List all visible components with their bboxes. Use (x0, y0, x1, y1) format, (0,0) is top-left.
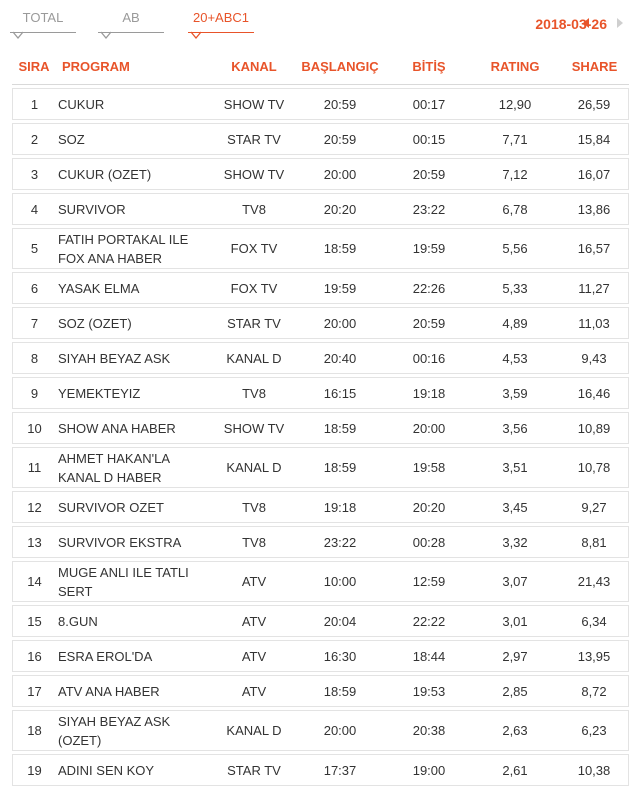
cell-share: 16,07 (560, 158, 629, 190)
cell-bitis: 20:59 (388, 307, 470, 339)
table-row (12, 377, 629, 409)
cell-share: 9,27 (560, 491, 629, 523)
cell-bitis: 00:17 (388, 88, 470, 120)
cell-sira: 18 (12, 710, 56, 751)
cell-kanal: TV8 (216, 526, 292, 558)
cell-share: 8,81 (560, 526, 629, 558)
cell-rating: 3,45 (470, 491, 560, 523)
header-kanal: KANAL (216, 48, 292, 85)
caret-down-icon (12, 31, 24, 39)
cell-share: 10,89 (560, 412, 629, 444)
cell-kanal: ATV (216, 561, 292, 602)
cell-share: 11,27 (560, 272, 629, 304)
cell-program: SHOW ANA HABER (56, 412, 216, 444)
cell-rating: 6,78 (470, 193, 560, 225)
tab-total-label: TOTAL (22, 10, 64, 25)
cell-rating: 3,32 (470, 526, 560, 558)
table-row (12, 228, 629, 269)
cell-rating: 2,61 (470, 754, 560, 786)
cell-sira: 12 (12, 491, 56, 523)
cell-baslangic: 20:20 (292, 193, 388, 225)
cell-kanal: KANAL D (216, 342, 292, 374)
cell-kanal: TV8 (216, 377, 292, 409)
cell-baslangic: 20:59 (292, 123, 388, 155)
cell-share: 21,43 (560, 561, 629, 602)
cell-baslangic: 20:04 (292, 605, 388, 637)
table-row (12, 447, 629, 488)
cell-rating: 3,56 (470, 412, 560, 444)
cell-rating: 7,12 (470, 158, 560, 190)
cell-program: SURVIVOR (56, 193, 216, 225)
cell-kanal: TV8 (216, 491, 292, 523)
cell-program: ATV ANA HABER (56, 675, 216, 707)
cell-rating: 5,33 (470, 272, 560, 304)
cell-kanal: SHOW TV (216, 412, 292, 444)
cell-program: SURVIVOR EKSTRA (56, 526, 216, 558)
cell-bitis: 22:26 (388, 272, 470, 304)
cell-share: 6,23 (560, 710, 629, 751)
cell-sira: 16 (12, 640, 56, 672)
cell-bitis: 23:22 (388, 193, 470, 225)
cell-kanal: STAR TV (216, 123, 292, 155)
cell-bitis: 22:22 (388, 605, 470, 637)
header-program: PROGRAM (56, 48, 216, 85)
cell-bitis: 00:16 (388, 342, 470, 374)
cell-bitis: 20:59 (388, 158, 470, 190)
cell-bitis: 20:20 (388, 491, 470, 523)
table-row (12, 88, 629, 120)
tab-total[interactable] (10, 10, 76, 33)
cell-baslangic: 23:22 (292, 526, 388, 558)
table-row (12, 710, 629, 751)
table-row (12, 123, 629, 155)
cell-program: SOZ (OZET) (56, 307, 216, 339)
table-header-row (12, 48, 629, 85)
cell-program: YASAK ELMA (56, 272, 216, 304)
cell-bitis: 18:44 (388, 640, 470, 672)
cell-program: SIYAH BEYAZ ASK (56, 342, 216, 374)
cell-sira: 4 (12, 193, 56, 225)
table-row (12, 272, 629, 304)
cell-bitis: 19:18 (388, 377, 470, 409)
cell-sira: 11 (12, 447, 56, 488)
cell-rating: 7,71 (470, 123, 560, 155)
cell-kanal: KANAL D (216, 447, 292, 488)
cell-rating: 12,90 (470, 88, 560, 120)
cell-baslangic: 20:00 (292, 710, 388, 751)
cell-sira: 14 (12, 561, 56, 602)
cell-share: 10,38 (560, 754, 629, 786)
cell-program: SURVIVOR OZET (56, 491, 216, 523)
cell-baslangic: 16:15 (292, 377, 388, 409)
header-share: SHARE (560, 48, 629, 85)
table-row (12, 158, 629, 190)
cell-program: 8.GUN (56, 605, 216, 637)
cell-kanal: STAR TV (216, 307, 292, 339)
table-row (12, 754, 629, 786)
cell-program: ADINI SEN KOY (56, 754, 216, 786)
cell-share: 11,03 (560, 307, 629, 339)
table-row (12, 561, 629, 602)
cell-program: YEMEKTEYIZ (56, 377, 216, 409)
cell-sira: 9 (12, 377, 56, 409)
table-row (12, 526, 629, 558)
cell-baslangic: 18:59 (292, 228, 388, 269)
tab-ab[interactable] (98, 10, 164, 33)
cell-share: 10,78 (560, 447, 629, 488)
ratings-table (12, 48, 629, 786)
cell-sira: 17 (12, 675, 56, 707)
cell-sira: 2 (12, 123, 56, 155)
cell-kanal: ATV (216, 640, 292, 672)
tab-20-abc1-label: 20+ABC1 (192, 10, 249, 25)
cell-sira: 19 (12, 754, 56, 786)
table-body (12, 85, 629, 786)
cell-baslangic: 16:30 (292, 640, 388, 672)
cell-rating: 4,53 (470, 342, 560, 374)
current-date: 2018-03-26 (535, 16, 607, 32)
cell-program: FATIH PORTAKAL ILE FOX ANA HABER (56, 228, 216, 269)
cell-sira: 15 (12, 605, 56, 637)
cell-kanal: SHOW TV (216, 158, 292, 190)
cell-rating: 3,01 (470, 605, 560, 637)
cell-share: 26,59 (560, 88, 629, 120)
next-date-arrow-icon[interactable] (617, 18, 623, 28)
cell-program: AHMET HAKAN'LA KANAL D HABER (56, 447, 216, 488)
cell-baslangic: 20:59 (292, 88, 388, 120)
cell-rating: 4,89 (470, 307, 560, 339)
cell-bitis: 19:58 (388, 447, 470, 488)
cell-program: SOZ (56, 123, 216, 155)
table-row (12, 675, 629, 707)
cell-sira: 6 (12, 272, 56, 304)
cell-rating: 3,51 (470, 447, 560, 488)
cell-share: 16,57 (560, 228, 629, 269)
caret-down-icon (100, 31, 112, 39)
cell-share: 15,84 (560, 123, 629, 155)
table-row (12, 193, 629, 225)
cell-baslangic: 20:00 (292, 158, 388, 190)
cell-baslangic: 19:18 (292, 491, 388, 523)
cell-kanal: KANAL D (216, 710, 292, 751)
cell-bitis: 19:00 (388, 754, 470, 786)
cell-rating: 2,63 (470, 710, 560, 751)
cell-kanal: TV8 (216, 193, 292, 225)
cell-baslangic: 20:00 (292, 307, 388, 339)
cell-sira: 1 (12, 88, 56, 120)
cell-sira: 3 (12, 158, 56, 190)
cell-baslangic: 10:00 (292, 561, 388, 602)
cell-program: ESRA EROL'DA (56, 640, 216, 672)
cell-kanal: ATV (216, 675, 292, 707)
cell-sira: 13 (12, 526, 56, 558)
cell-sira: 5 (12, 228, 56, 269)
cell-kanal: FOX TV (216, 228, 292, 269)
table-row (12, 605, 629, 637)
caret-down-icon (190, 31, 202, 39)
cell-bitis: 00:28 (388, 526, 470, 558)
table-row (12, 491, 629, 523)
table-row (12, 412, 629, 444)
cell-baslangic: 18:59 (292, 675, 388, 707)
cell-kanal: ATV (216, 605, 292, 637)
tab-ab-label: AB (122, 10, 140, 25)
cell-program: CUKUR (56, 88, 216, 120)
header-rating: RATING (470, 48, 560, 85)
cell-kanal: SHOW TV (216, 88, 292, 120)
cell-share: 16,46 (560, 377, 629, 409)
cell-rating: 2,85 (470, 675, 560, 707)
cell-bitis: 00:15 (388, 123, 470, 155)
cell-rating: 3,59 (470, 377, 560, 409)
cell-kanal: STAR TV (216, 754, 292, 786)
cell-bitis: 20:00 (388, 412, 470, 444)
cell-baslangic: 18:59 (292, 447, 388, 488)
cell-sira: 8 (12, 342, 56, 374)
cell-sira: 7 (12, 307, 56, 339)
cell-program: SIYAH BEYAZ ASK (OZET) (56, 710, 216, 751)
table-row (12, 307, 629, 339)
cell-rating: 2,97 (470, 640, 560, 672)
cell-rating: 5,56 (470, 228, 560, 269)
cell-share: 8,72 (560, 675, 629, 707)
cell-bitis: 20:38 (388, 710, 470, 751)
cell-share: 6,34 (560, 605, 629, 637)
cell-baslangic: 19:59 (292, 272, 388, 304)
cell-share: 9,43 (560, 342, 629, 374)
cell-sira: 10 (12, 412, 56, 444)
header-baslangic: BAŞLANGIÇ (292, 48, 388, 85)
cell-rating: 3,07 (470, 561, 560, 602)
cell-share: 13,86 (560, 193, 629, 225)
top-bar (0, 0, 637, 46)
cell-program: CUKUR (OZET) (56, 158, 216, 190)
cell-bitis: 19:59 (388, 228, 470, 269)
cell-baslangic: 18:59 (292, 412, 388, 444)
tab-20-abc1[interactable] (188, 10, 254, 33)
cell-baslangic: 17:37 (292, 754, 388, 786)
table-row (12, 640, 629, 672)
header-sira: SIRA (12, 48, 56, 85)
cell-bitis: 12:59 (388, 561, 470, 602)
table-row (12, 342, 629, 374)
cell-share: 13,95 (560, 640, 629, 672)
cell-program: MUGE ANLI ILE TATLI SERT (56, 561, 216, 602)
cell-bitis: 19:53 (388, 675, 470, 707)
header-bitis: BİTİŞ (388, 48, 470, 85)
cell-baslangic: 20:40 (292, 342, 388, 374)
cell-kanal: FOX TV (216, 272, 292, 304)
